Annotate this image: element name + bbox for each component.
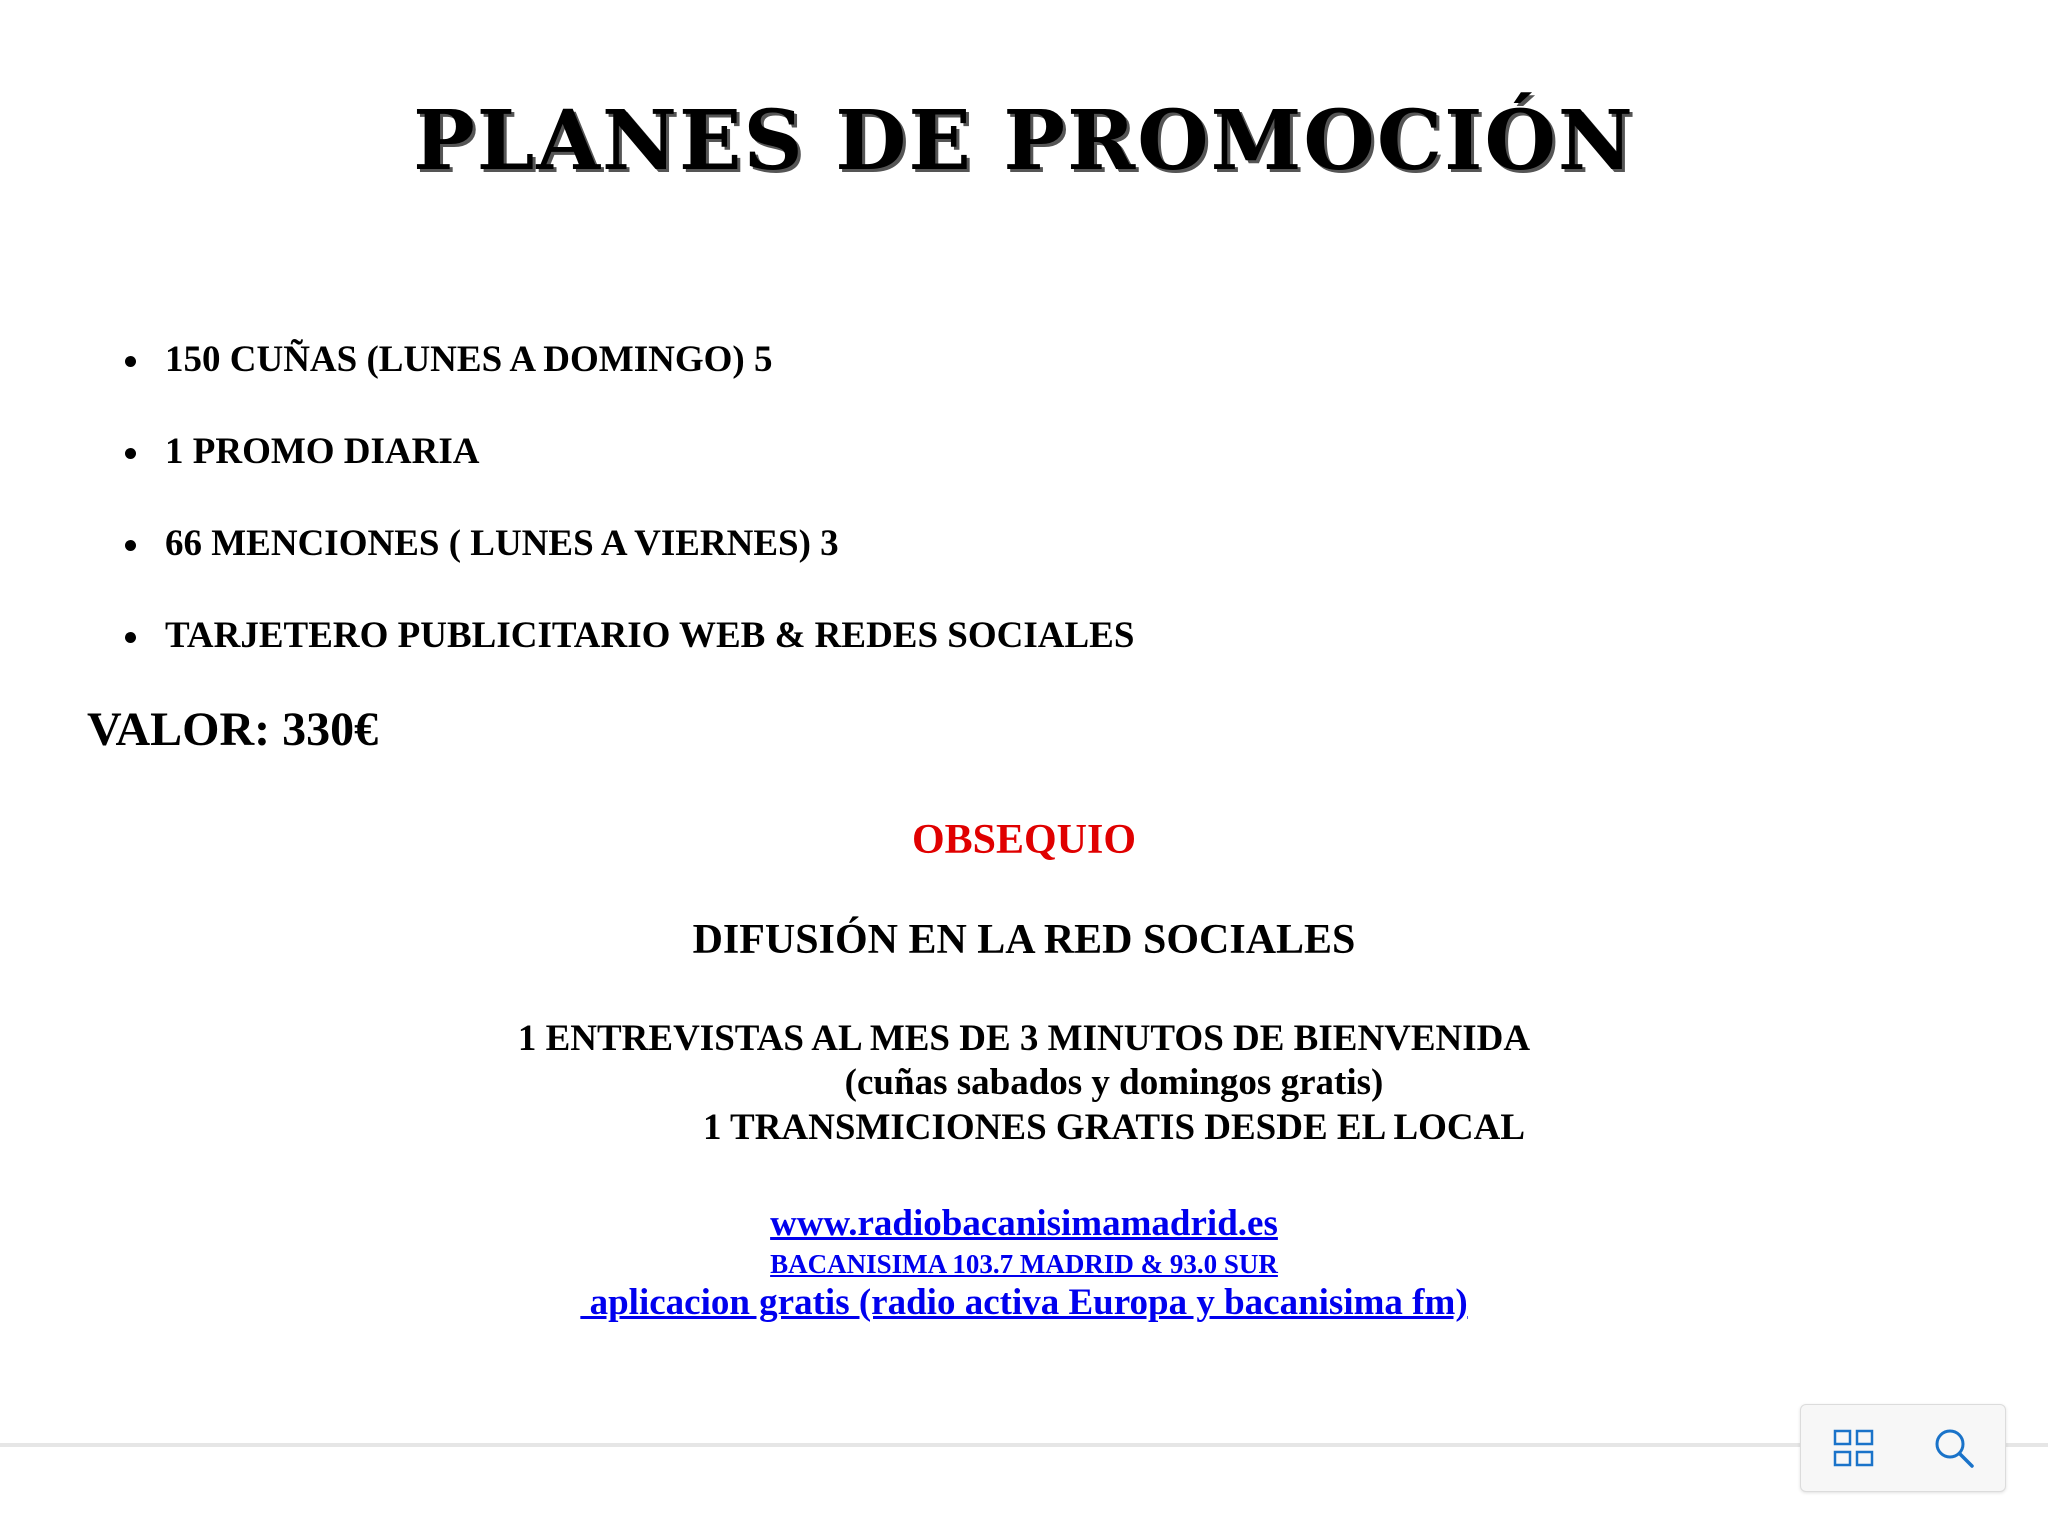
promo-list [120, 330, 1134, 698]
website-link[interactable]: www.radiobacanisimamadrid.es [770, 1203, 1278, 1244]
app-link[interactable]: aplicacion gratis (radio activa Europa y bacanisima fm) [580, 1282, 1468, 1323]
bullet-icon [125, 448, 136, 459]
social-diffusion-heading: DIFUSIÓN EN LA RED SOCIALES [692, 917, 1356, 963]
grid-view-icon [1831, 1425, 1877, 1471]
page-title: PLANES DE PROMOCIÓN [413, 93, 1635, 189]
list-item [120, 330, 1134, 422]
bullet-icon [125, 632, 136, 643]
list-item-text: TARJETERO PUBLICITARIO WEB & REDES SOCIALES [165, 615, 1135, 656]
grid-view-button[interactable] [1831, 1425, 1877, 1471]
list-item-text: 66 MENCIONES ( LUNES A VIERNES) 3 [165, 523, 839, 564]
frequencies-line [0, 1247, 2048, 1281]
list-item [120, 514, 1134, 606]
weekend-spots-note: (cuñas sabados y domingos gratis) [844, 1062, 1384, 1103]
gift-heading: OBSEQUIO [911, 817, 1137, 863]
list-item-text: 150 CUÑAS (LUNES A DOMINGO) 5 [165, 339, 773, 380]
bullet-icon [125, 356, 136, 367]
price-label: VALOR: 330€ [87, 703, 379, 756]
interviews-line: 1 ENTREVISTAS AL MES DE 3 MINUTOS DE BIENVENIDA [517, 1018, 1531, 1059]
website-line [0, 1201, 2048, 1247]
search-icon [1931, 1425, 1977, 1471]
search-button[interactable] [1931, 1425, 1977, 1471]
frequencies-link[interactable]: BACANISIMA 103.7 MADRID & 93.0 SUR [770, 1249, 1278, 1279]
list-item [120, 422, 1134, 514]
bullet-icon [125, 540, 136, 551]
list-item [120, 606, 1134, 698]
list-item-text: 1 PROMO DIARIA [165, 431, 480, 472]
viewer-toolbar [1800, 1404, 2006, 1492]
broadcasts-line: 1 TRANSMICIONES GRATIS DESDE EL LOCAL [702, 1107, 1526, 1148]
page-divider [0, 1443, 2048, 1447]
app-line [0, 1280, 2048, 1326]
